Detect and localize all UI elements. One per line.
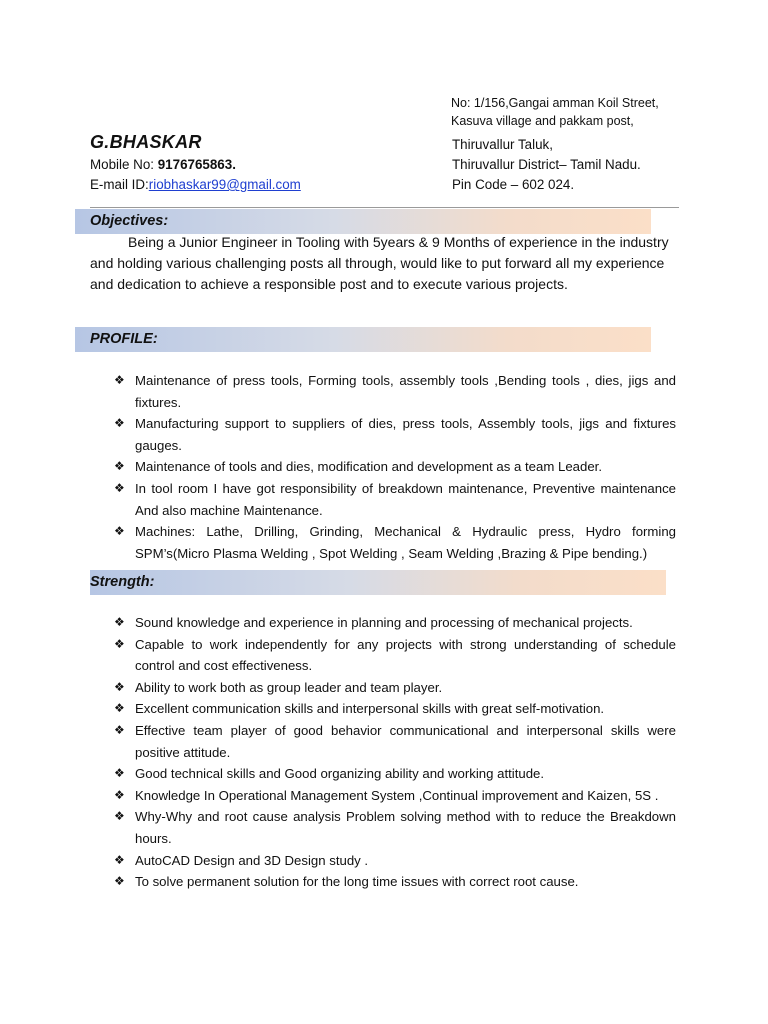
profile-item xyxy=(114,456,676,478)
strength-item xyxy=(114,763,676,785)
profile-title: PROFILE: xyxy=(90,331,158,347)
profile-item-text: Machines: Lathe, Drilling, Grinding, Mechanical & Hydraulic press, Hydro forming SPM’s(Micro Plasma Welding , Spot Welding , Seam Welding ,Brazing & Pipe bending.) xyxy=(135,524,676,561)
email-line xyxy=(90,175,301,195)
strength-item xyxy=(114,677,676,699)
diamond-bullet-icon: ❖ xyxy=(114,615,125,629)
candidate-name: G.BHASKAR xyxy=(90,132,202,152)
strength-item xyxy=(114,612,676,634)
objectives-title: Objectives: xyxy=(90,213,169,229)
diamond-bullet-icon: ❖ xyxy=(114,852,125,867)
profile-item-text: Maintenance of tools and dies, modification and development as a team Leader. xyxy=(135,459,602,475)
diamond-bullet-icon: ❖ xyxy=(114,459,125,474)
mobile-label: Mobile No: xyxy=(90,157,158,172)
strength-item-text: Capable to work independently for any projects with strong understanding of schedule control and cost effectiveness. xyxy=(135,636,676,674)
strength-title: Strength: xyxy=(90,574,155,590)
strength-item xyxy=(114,806,676,849)
profile-item xyxy=(114,521,676,564)
address-block-top xyxy=(451,94,659,130)
strength-item xyxy=(114,698,676,720)
pincode-line: Pin Code – 602 024. xyxy=(452,177,575,192)
diamond-bullet-icon: ❖ xyxy=(114,679,125,694)
mobile-line xyxy=(90,155,301,175)
strength-item-text: Good technical skills and Good organizing ability and working attitude. xyxy=(135,766,545,782)
objectives-paragraph: Being a Junior Engineer in Tooling with 5years & 9 Months of experience in the industry and holding various challenging posts all through, would like to put forward all my experience and dedication to achieve a responsible post and to execute various projects. xyxy=(90,234,669,292)
address-line-2: Kasuva village and pakkam post, xyxy=(451,114,634,128)
diamond-bullet-icon: ❖ xyxy=(114,480,125,495)
diamond-bullet-icon: ❖ xyxy=(114,766,125,781)
strength-item xyxy=(114,720,676,763)
strength-item-text: To solve permanent solution for the long time issues with correct root cause. xyxy=(135,874,579,890)
strength-item-text: Effective team player of good behavior communicational and interpersonal skills were positive attitude. xyxy=(135,722,676,760)
header-divider xyxy=(90,207,679,208)
contact-block xyxy=(90,155,301,195)
diamond-bullet-icon: ❖ xyxy=(114,373,125,387)
email-link[interactable]: riobhaskar99@gmail.com xyxy=(148,177,301,192)
diamond-bullet-icon: ❖ xyxy=(114,524,125,539)
strength-item xyxy=(114,850,676,872)
strength-item-text: Knowledge In Operational Management System ,Continual improvement and Kaizen, 5S . xyxy=(135,787,659,803)
diamond-bullet-icon: ❖ xyxy=(114,416,125,431)
diamond-bullet-icon: ❖ xyxy=(114,809,125,824)
diamond-bullet-icon: ❖ xyxy=(114,701,125,716)
profile-header-bar xyxy=(75,327,651,352)
strength-item-text: Ability to work both as group leader and team player. xyxy=(135,679,443,695)
strength-header-bar xyxy=(90,570,666,595)
taluk-line: Thiruvallur Taluk, xyxy=(452,137,553,152)
strength-item xyxy=(114,871,676,893)
profile-item-text: Manufacturing support to suppliers of dies, press tools, Assembly tools, jigs and fixtures gauges. xyxy=(135,416,676,453)
strength-item-text: Why-Why and root cause analysis Problem solving method with to reduce the Breakdown hours. xyxy=(135,809,676,846)
mobile-value: 9176765863. xyxy=(157,157,236,172)
profile-item xyxy=(114,478,676,521)
diamond-bullet-icon: ❖ xyxy=(114,874,125,889)
diamond-bullet-icon: ❖ xyxy=(114,787,125,802)
profile-item xyxy=(114,413,676,456)
diamond-bullet-icon: ❖ xyxy=(114,722,125,737)
profile-list xyxy=(114,370,676,564)
strength-item-text: Excellent communication skills and interpersonal skills with great self-motivation. xyxy=(135,701,605,717)
strength-item xyxy=(114,634,676,677)
objectives-text xyxy=(90,232,678,295)
address-line-1: No: 1/156,Gangai amman Koil Street, xyxy=(451,96,659,110)
strength-item-text: AutoCAD Design and 3D Design study . xyxy=(135,852,369,868)
strength-list xyxy=(114,612,676,893)
strength-item xyxy=(114,785,676,807)
profile-item xyxy=(114,370,676,413)
profile-item-text: Maintenance of press tools, Forming tools, assembly tools ,Bending tools , dies, jigs and fixtures. xyxy=(135,373,676,410)
email-label: E-mail ID: xyxy=(90,177,149,192)
diamond-bullet-icon: ❖ xyxy=(114,636,125,651)
strength-item-text: Sound knowledge and experience in planning and processing of mechanical projects. xyxy=(135,615,633,630)
profile-item-text: In tool room I have got responsibility of breakdown maintenance, Preventive maintenance And also machine Maintenance. xyxy=(135,480,676,518)
address-block-right xyxy=(452,135,641,195)
district-line: Thiruvallur District– Tamil Nadu. xyxy=(452,157,641,172)
